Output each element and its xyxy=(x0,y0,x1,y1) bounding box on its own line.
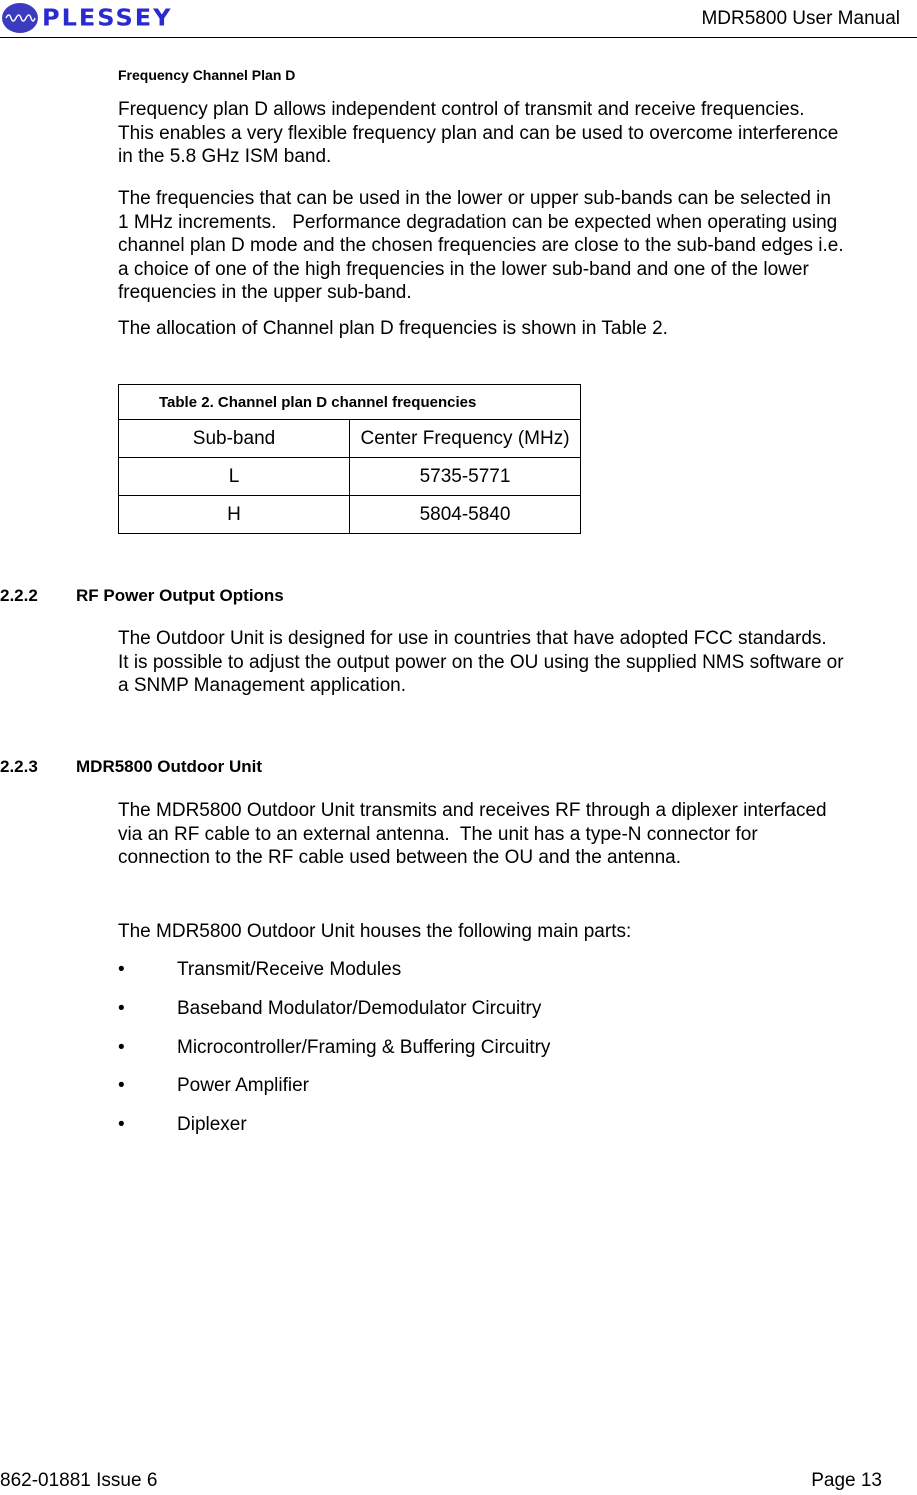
column-header-center-frequency: Center Frequency (MHz) xyxy=(350,420,581,458)
table-cell: L xyxy=(119,458,350,496)
document-number: 862-01881 Issue 6 xyxy=(0,1470,158,1491)
parts-intro: The MDR5800 Outdoor Unit houses the following main parts: xyxy=(118,921,632,942)
table-row xyxy=(119,458,581,496)
list-item-text: Transmit/Receive Modules xyxy=(177,959,402,980)
bullet-icon: • xyxy=(118,998,125,1019)
plan-d-paragraph-3: The allocation of Channel plan D frequencies is shown in Table 2. xyxy=(118,318,668,339)
text-line: a SNMP Management application. xyxy=(118,675,406,696)
plessey-logo xyxy=(2,2,173,34)
bullet-icon: • xyxy=(118,1075,125,1096)
header-divider xyxy=(0,37,917,38)
text-line: The MDR5800 Outdoor Unit transmits and receives RF through a diplexer interfaced xyxy=(118,800,827,821)
outdoor-unit-paragraph xyxy=(118,799,917,870)
table-cell: 5804-5840 xyxy=(350,496,581,534)
list-item-text: Baseband Modulator/Demodulator Circuitry xyxy=(177,998,542,1019)
text-line: This enables a very flexible frequency plan and can be used to overcome interference xyxy=(118,122,839,144)
text-line: frequencies in the upper sub-band. xyxy=(118,282,412,303)
text-line: It is possible to adjust the output power on the OU using the supplied NMS software or xyxy=(118,651,844,673)
plan-d-paragraph-2 xyxy=(118,187,917,305)
text-line: channel plan D mode and the chosen frequencies are close to the sub-band edges i.e. xyxy=(118,235,844,256)
channel-frequency-table xyxy=(118,384,581,534)
text-line: The frequencies that can be used in the lower or upper sub-bands can be selected in xyxy=(118,188,831,209)
manual-title: MDR5800 User Manual xyxy=(701,8,900,29)
section-number: 2.2.2 xyxy=(0,586,38,605)
section-title: MDR5800 Outdoor Unit xyxy=(76,757,263,776)
page-header xyxy=(0,0,917,40)
list-item-text: Diplexer xyxy=(177,1114,247,1135)
text-line: The Outdoor Unit is designed for use in countries that have adopted FCC standards. xyxy=(118,628,827,649)
plessey-emblem-icon xyxy=(2,3,38,33)
plan-d-heading: Frequency Channel Plan D xyxy=(118,67,296,83)
list-item-text: Microcontroller/Framing & Buffering Circuitry xyxy=(177,1037,551,1058)
page-number: Page 13 xyxy=(811,1470,882,1491)
bullet-icon: • xyxy=(118,959,125,980)
table-caption: Table 2. Channel plan D channel frequencies xyxy=(119,385,581,420)
text-line: connection to the RF cable used between the OU and the antenna. xyxy=(118,847,681,868)
section-title: RF Power Output Options xyxy=(76,586,284,605)
plan-d-paragraph-1 xyxy=(118,98,917,169)
text-line: in the 5.8 GHz ISM band. xyxy=(118,146,332,167)
text-line: via an RF cable to an external antenna. The unit has a type-N connector for xyxy=(118,823,758,845)
table-cell: 5735-5771 xyxy=(350,458,581,496)
bullet-icon: • xyxy=(118,1037,125,1058)
table-cell: H xyxy=(119,496,350,534)
text-line: 1 MHz increments. Performance degradation can be expected when operating using xyxy=(118,211,838,233)
list-item-text: Power Amplifier xyxy=(177,1075,309,1096)
logo-wordmark: PLESSEY xyxy=(42,4,173,32)
text-line: Frequency plan D allows independent control of transmit and receive frequencies. xyxy=(118,99,805,120)
table-row xyxy=(119,496,581,534)
section-number: 2.2.3 xyxy=(0,757,38,776)
column-header-sub-band: Sub-band xyxy=(119,420,350,458)
bullet-icon: • xyxy=(118,1114,125,1135)
text-line: a choice of one of the high frequencies in the lower sub-band and one of the lower xyxy=(118,258,809,280)
rf-power-paragraph xyxy=(118,627,917,698)
